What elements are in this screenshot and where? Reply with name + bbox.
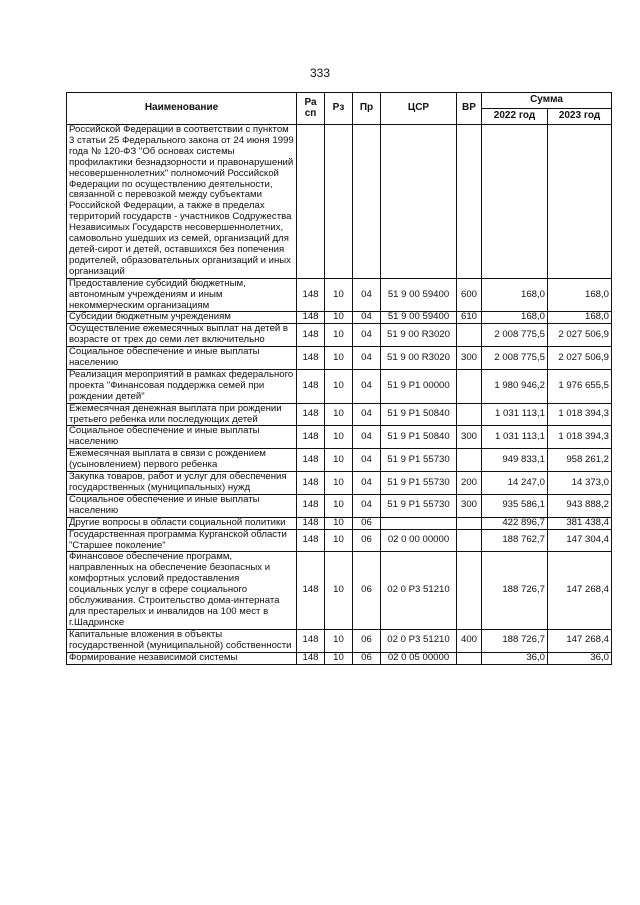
amount-2023-cell: 147 268,4 <box>548 629 612 652</box>
vr-cell: 300 <box>457 347 482 370</box>
table-body <box>67 125 612 665</box>
pr-cell: 04 <box>353 449 381 472</box>
table-row <box>67 278 612 312</box>
amount-2022-cell: 2 008 775,5 <box>482 347 548 370</box>
vr-cell: 600 <box>457 278 482 312</box>
header-year-2022: 2022 год <box>482 109 548 125</box>
header-vr: ВР <box>457 93 482 125</box>
rz-cell: 10 <box>325 529 353 552</box>
csr-cell: 51 9 P1 55730 <box>381 494 457 517</box>
header-csr: ЦСР <box>381 93 457 125</box>
pr-cell: 04 <box>353 426 381 449</box>
rz-cell: 10 <box>325 472 353 495</box>
amount-2022-cell: 422 896,7 <box>482 517 548 529</box>
pr-cell: 04 <box>353 472 381 495</box>
table-row <box>67 552 612 629</box>
header-name: Наименование <box>67 93 297 125</box>
name-cell: Финансовое обеспечение программ, направленных на обеспечение безопасных и комфортных условий предоставления социальных услуг в сфере социального обслуживания. Строительство дома-интерната для престарелых и инвалидов на 100 мест в г.Шадринске <box>67 552 297 629</box>
amount-2023-cell: 168,0 <box>548 312 612 324</box>
vr-cell <box>457 517 482 529</box>
rasp-cell: 148 <box>297 426 325 449</box>
vr-cell <box>457 125 482 279</box>
rz-cell: 10 <box>325 629 353 652</box>
pr-cell: 06 <box>353 652 381 664</box>
vr-cell: 400 <box>457 629 482 652</box>
table-row <box>67 517 612 529</box>
pr-cell: 04 <box>353 403 381 426</box>
table-row <box>67 529 612 552</box>
csr-cell <box>381 517 457 529</box>
csr-cell: 51 9 P1 55730 <box>381 472 457 495</box>
table-row <box>67 426 612 449</box>
page-number: 333 <box>309 66 331 80</box>
amount-2022-cell: 1 031 113,1 <box>482 426 548 449</box>
name-cell: Другие вопросы в области социальной политики <box>67 517 297 529</box>
rz-cell: 10 <box>325 324 353 347</box>
rz-cell: 10 <box>325 278 353 312</box>
vr-cell <box>457 369 482 403</box>
vr-cell <box>457 449 482 472</box>
vr-cell: 300 <box>457 494 482 517</box>
amount-2022-cell: 949 833,1 <box>482 449 548 472</box>
pr-cell: 06 <box>353 529 381 552</box>
csr-cell: 51 9 P1 50840 <box>381 403 457 426</box>
amount-2022-cell: 2 008 775,5 <box>482 324 548 347</box>
amount-2022-cell: 188 726,7 <box>482 552 548 629</box>
amount-2023-cell: 1 018 394,3 <box>548 403 612 426</box>
pr-cell: 04 <box>353 278 381 312</box>
pr-cell: 04 <box>353 494 381 517</box>
vr-cell <box>457 652 482 664</box>
name-cell: Субсидии бюджетным учреждениям <box>67 312 297 324</box>
table-row <box>67 472 612 495</box>
amount-2023-cell: 2 027 506,9 <box>548 347 612 370</box>
table-row <box>67 312 612 324</box>
rasp-cell: 148 <box>297 403 325 426</box>
header-rasp: Ра сп <box>297 93 325 125</box>
amount-2023-cell: 1 976 655,5 <box>548 369 612 403</box>
rz-cell: 10 <box>325 517 353 529</box>
rasp-cell: 148 <box>297 278 325 312</box>
amount-2023-cell: 958 261,2 <box>548 449 612 472</box>
rasp-cell <box>297 125 325 279</box>
csr-cell <box>381 125 457 279</box>
amount-2022-cell: 188 726,7 <box>482 629 548 652</box>
header-rz: Рз <box>325 93 353 125</box>
rz-cell: 10 <box>325 652 353 664</box>
name-cell: Ежемесячная денежная выплата при рождении третьего ребенка или последующих детей <box>67 403 297 426</box>
vr-cell: 300 <box>457 426 482 449</box>
pr-cell: 06 <box>353 629 381 652</box>
csr-cell: 51 9 P1 00000 <box>381 369 457 403</box>
rz-cell: 10 <box>325 369 353 403</box>
amount-2023-cell: 147 304,4 <box>548 529 612 552</box>
pr-cell: 06 <box>353 517 381 529</box>
name-cell: Ежемесячная выплата в связи с рождением (усыновлением) первого ребенка <box>67 449 297 472</box>
table-row <box>67 652 612 664</box>
amount-2023-cell: 381 438,4 <box>548 517 612 529</box>
rasp-cell: 148 <box>297 312 325 324</box>
table-row <box>67 324 612 347</box>
table-row <box>67 125 612 279</box>
table-row <box>67 494 612 517</box>
vr-cell <box>457 324 482 347</box>
budget-table <box>66 92 612 665</box>
pr-cell: 04 <box>353 312 381 324</box>
table-row <box>67 347 612 370</box>
rasp-cell: 148 <box>297 517 325 529</box>
rz-cell: 10 <box>325 449 353 472</box>
amount-2022-cell: 168,0 <box>482 312 548 324</box>
rz-cell: 10 <box>325 403 353 426</box>
csr-cell: 02 0 P3 51210 <box>381 552 457 629</box>
name-cell: Предоставление субсидий бюджетным, автономным учреждениям и иным некоммерческим организациям <box>67 278 297 312</box>
table-row <box>67 629 612 652</box>
vr-cell: 200 <box>457 472 482 495</box>
rasp-cell: 148 <box>297 369 325 403</box>
amount-2022-cell: 1 031 113,1 <box>482 403 548 426</box>
rasp-cell: 148 <box>297 347 325 370</box>
csr-cell: 02 0 P3 51210 <box>381 629 457 652</box>
pr-cell: 06 <box>353 552 381 629</box>
csr-cell: 51 9 P1 50840 <box>381 426 457 449</box>
rasp-cell: 148 <box>297 529 325 552</box>
csr-cell: 02 0 00 00000 <box>381 529 457 552</box>
pr-cell <box>353 125 381 279</box>
header-row-1 <box>67 93 612 109</box>
header-pr: Пр <box>353 93 381 125</box>
pr-cell: 04 <box>353 324 381 347</box>
csr-cell: 51 9 P1 55730 <box>381 449 457 472</box>
amount-2022-cell: 36,0 <box>482 652 548 664</box>
amount-2023-cell: 943 888,2 <box>548 494 612 517</box>
vr-cell <box>457 529 482 552</box>
name-cell: Реализация мероприятий в рамках федерального проекта "Финансовая поддержка семей при рождении детей" <box>67 369 297 403</box>
amount-2023-cell: 36,0 <box>548 652 612 664</box>
name-cell: Закупка товаров, работ и услуг для обеспечения государственных (муниципальных) нужд <box>67 472 297 495</box>
csr-cell: 51 9 00 59400 <box>381 278 457 312</box>
vr-cell: 610 <box>457 312 482 324</box>
name-cell: Социальное обеспечение и иные выплаты населению <box>67 494 297 517</box>
rz-cell: 10 <box>325 426 353 449</box>
amount-2023-cell: 147 268,4 <box>548 552 612 629</box>
rz-cell: 10 <box>325 312 353 324</box>
rasp-cell: 148 <box>297 449 325 472</box>
name-cell: Государственная программа Курганской области "Старшее поколение" <box>67 529 297 552</box>
amount-2022-cell: 14 247,0 <box>482 472 548 495</box>
name-cell: Социальное обеспечение и иные выплаты населению <box>67 426 297 449</box>
vr-cell <box>457 552 482 629</box>
amount-2022-cell: 935 586,1 <box>482 494 548 517</box>
amount-2023-cell: 14 373,0 <box>548 472 612 495</box>
amount-2022-cell: 188 762,7 <box>482 529 548 552</box>
vr-cell <box>457 403 482 426</box>
name-cell: Капитальные вложения в объекты государственной (муниципальной) собственности <box>67 629 297 652</box>
rz-cell <box>325 125 353 279</box>
amount-2023-cell: 1 018 394,3 <box>548 426 612 449</box>
rasp-cell: 148 <box>297 324 325 347</box>
name-cell: Осуществление ежемесячных выплат на детей в возрасте от трех до семи лет включительно <box>67 324 297 347</box>
amount-2022-cell: 168,0 <box>482 278 548 312</box>
pr-cell: 04 <box>353 347 381 370</box>
header-year-2023: 2023 год <box>548 109 612 125</box>
table-row <box>67 449 612 472</box>
table-row <box>67 403 612 426</box>
rasp-cell: 148 <box>297 629 325 652</box>
rasp-cell: 148 <box>297 472 325 495</box>
rz-cell: 10 <box>325 552 353 629</box>
table-row <box>67 369 612 403</box>
name-cell: Социальное обеспечение и иные выплаты населению <box>67 347 297 370</box>
csr-cell: 51 9 00 59400 <box>381 312 457 324</box>
rz-cell: 10 <box>325 347 353 370</box>
amount-2023-cell <box>548 125 612 279</box>
amount-2022-cell <box>482 125 548 279</box>
amount-2023-cell: 168,0 <box>548 278 612 312</box>
rz-cell: 10 <box>325 494 353 517</box>
name-cell: Российской Федерации в соответствии с пунктом 3 статьи 25 Федерального закона от 24 июня 1999 года № 120-ФЗ "Об основах системы профилактики безнадзорности и правонарушений несовершеннолетних" полномочий Российской Федерации по осуществлению деятельности, связанной с перевозкой между субъектами Российской Федерации, а также в пределах территорий государств - участников Содружества Независимых Государств несовершеннолетних, самовольно ушедших из семей, организаций для детей-сирот и детей, оставшихся без попечения родителей, образовательных организаций и иных организаций <box>67 125 297 279</box>
csr-cell: 51 9 00 R3020 <box>381 347 457 370</box>
rasp-cell: 148 <box>297 552 325 629</box>
rasp-cell: 148 <box>297 494 325 517</box>
pr-cell: 04 <box>353 369 381 403</box>
header-sum: Сумма <box>482 93 612 109</box>
csr-cell: 02 0 05 00000 <box>381 652 457 664</box>
amount-2022-cell: 1 980 946,2 <box>482 369 548 403</box>
rasp-cell: 148 <box>297 652 325 664</box>
amount-2023-cell: 2 027 506,9 <box>548 324 612 347</box>
csr-cell: 51 9 00 R3020 <box>381 324 457 347</box>
name-cell: Формирование независимой системы <box>67 652 297 664</box>
